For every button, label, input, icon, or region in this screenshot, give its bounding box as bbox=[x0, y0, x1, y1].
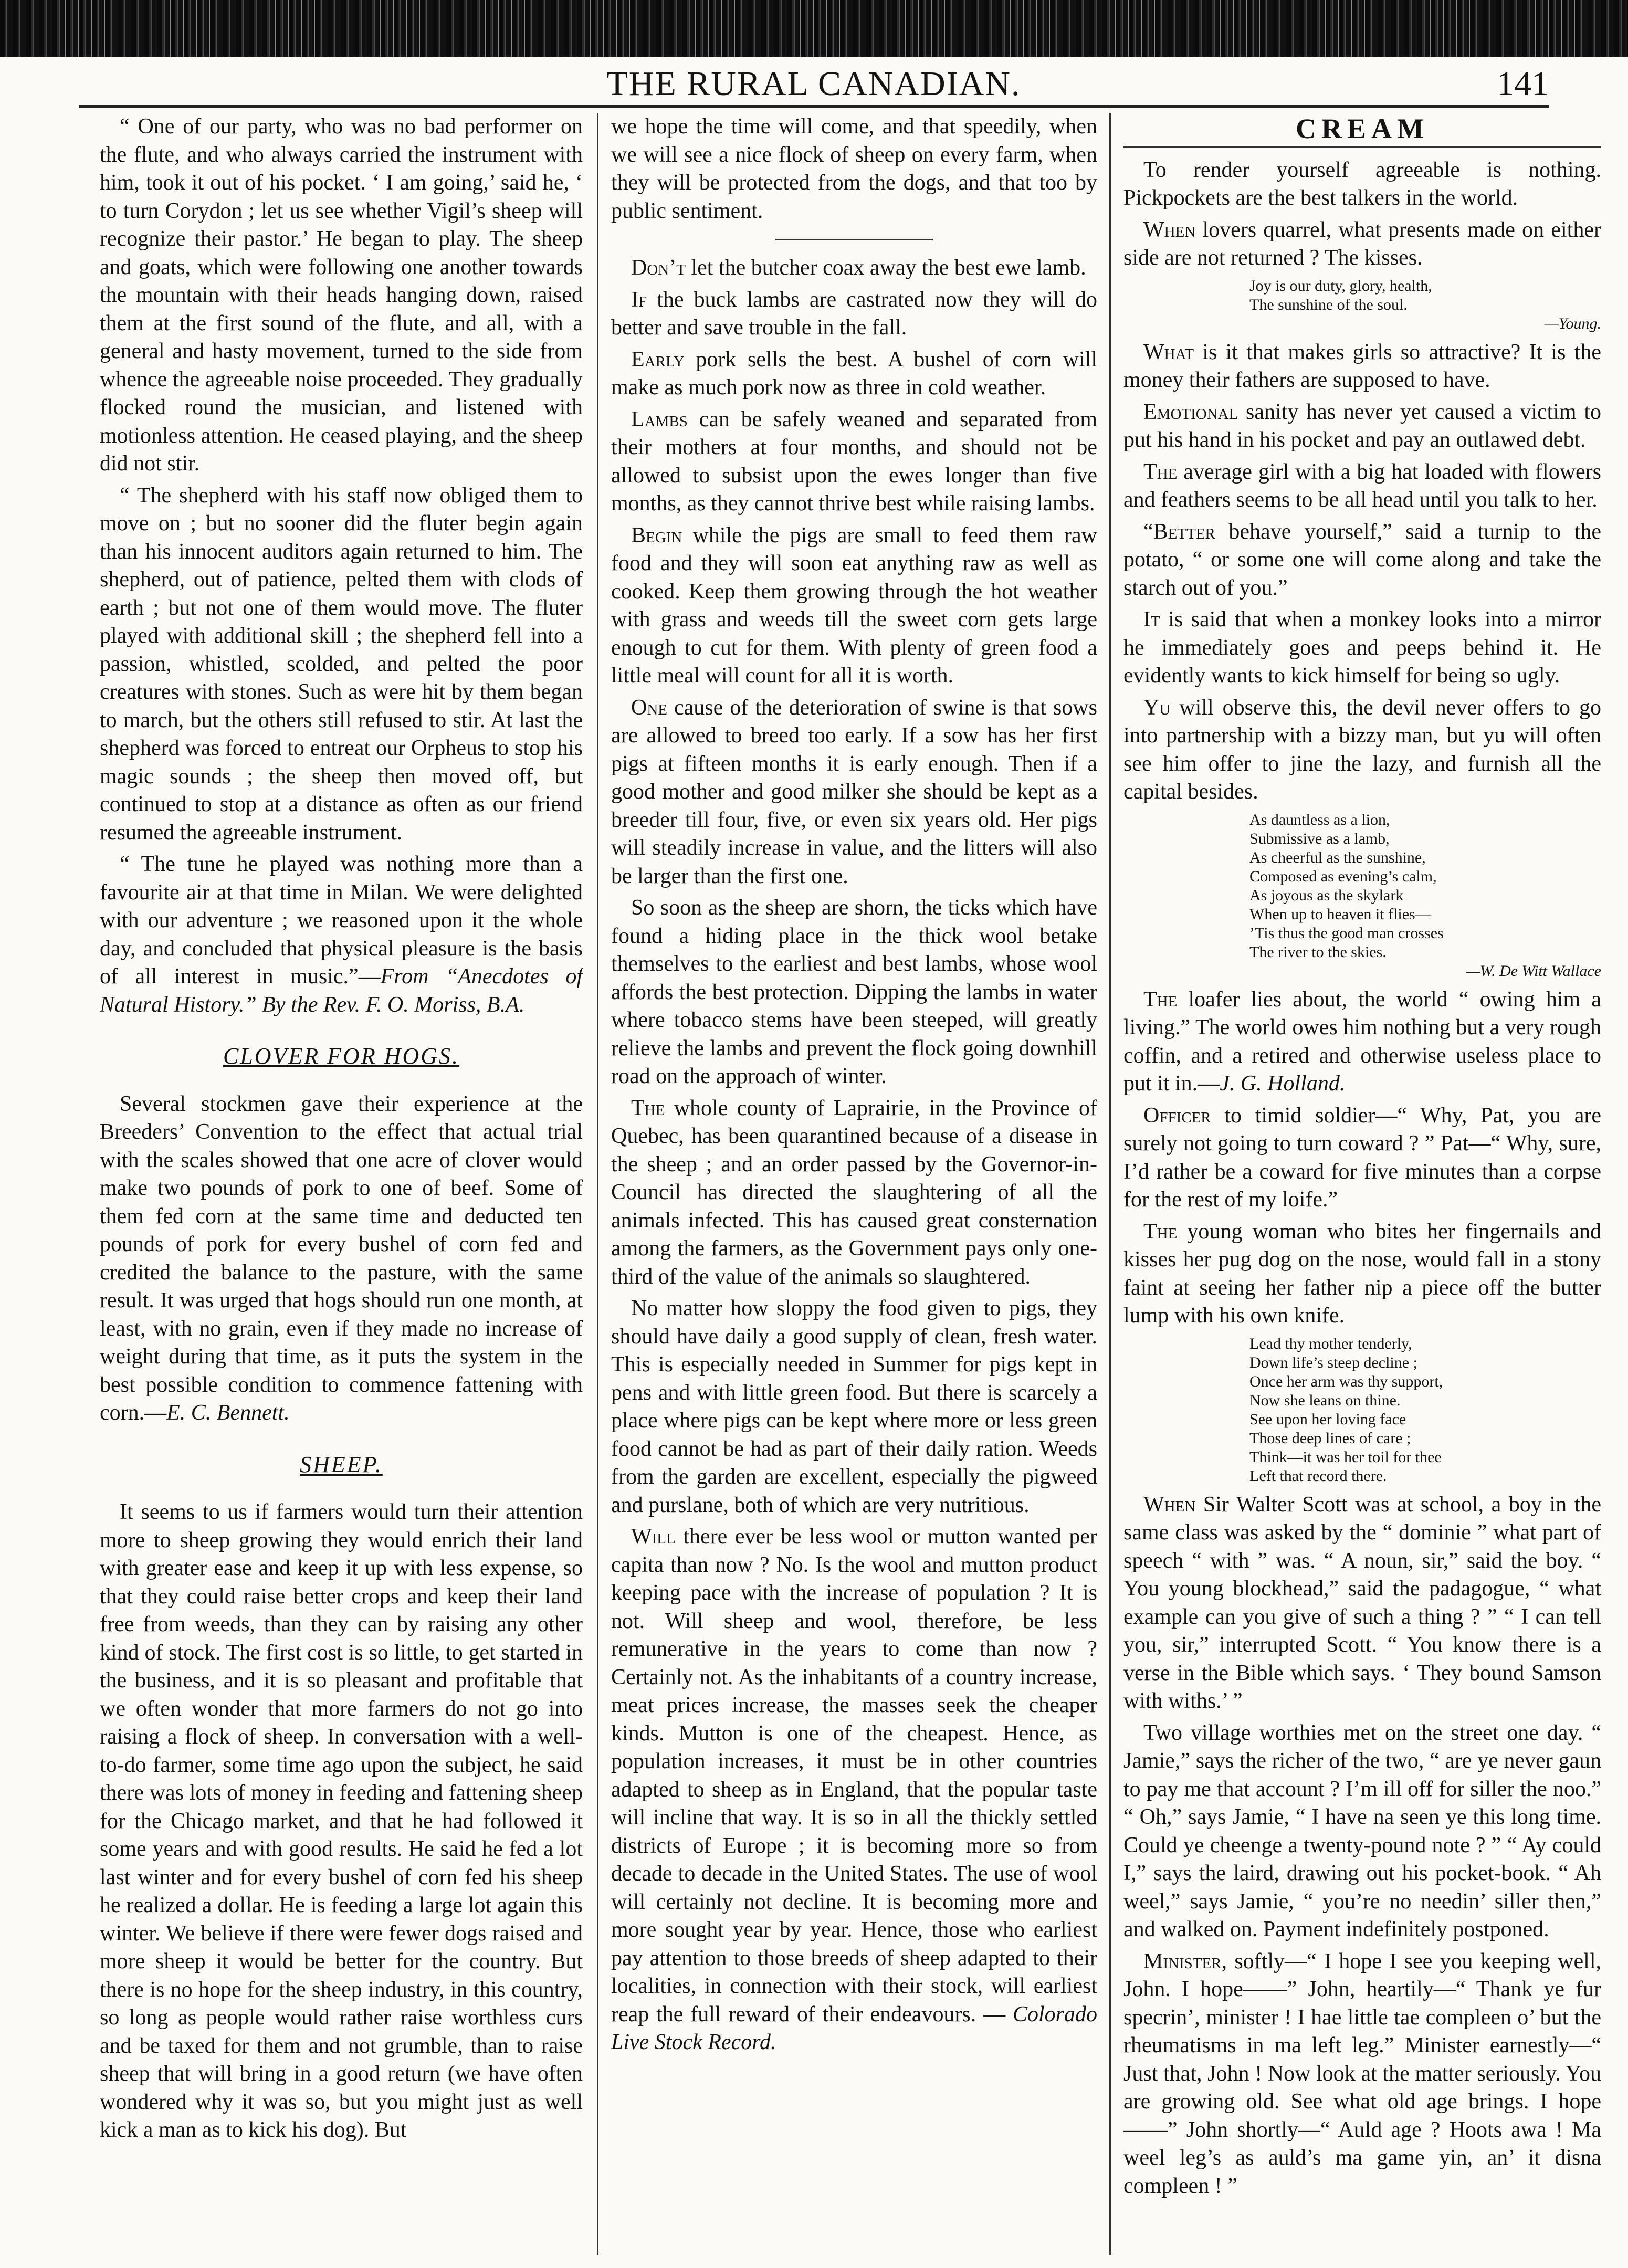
paragraph-text: Several stockmen gave their experience at the Breeders’ Convention to the effect that actual trial with the scales showed that one acre of clover would make two pounds of pork to one of beef. Some of them fed corn at the same time and deducted ten pounds of pork for every bushel of corn fed and credited the balance to the pasture, with the same result. It was urged that hogs should run one month, at least, with no grain, even if they made no increase of weight during that time, as it puts the system in the best possible condition to commence fattening with corn.— bbox=[100, 1091, 583, 1425]
verse-line: As joyous as the skylark bbox=[1249, 886, 1404, 904]
item-paragraph bbox=[611, 346, 1097, 402]
section-heading-sheep: SHEEP. bbox=[300, 1451, 383, 1477]
verse-line: Lead thy mother tenderly, bbox=[1249, 1335, 1412, 1352]
verse-line: The river to the skies. bbox=[1249, 943, 1387, 961]
running-header bbox=[79, 62, 1549, 103]
verse-line: Left that record there. bbox=[1249, 1467, 1387, 1485]
lead-word: When bbox=[1143, 217, 1196, 242]
lead-word: Minister, bbox=[1143, 1949, 1227, 1973]
verse-line: Joy is our duty, glory, health, bbox=[1249, 277, 1432, 295]
verse-line: Those deep lines of care ; bbox=[1249, 1429, 1411, 1447]
verse-line: Once her arm was thy support, bbox=[1249, 1372, 1443, 1390]
column-rule bbox=[1109, 113, 1111, 2255]
paragraph-text: pork sells the best. A bushel of corn will make as much pork now as three in cold weather. bbox=[611, 347, 1097, 400]
joke-paragraph bbox=[1123, 216, 1601, 272]
verse-attribution: —Young. bbox=[1544, 314, 1601, 332]
joke-paragraph bbox=[1123, 1218, 1601, 1330]
paragraph-text: is it that makes girls so attractive? It is the money their fathers are supposed to have. bbox=[1123, 340, 1601, 392]
paragraph-text: will observe this, the devil never offers to go into partnership with a bizzy man, but yu will often see him offer to jine the lazy, and furnish all the capital besides. bbox=[1123, 695, 1601, 804]
lead-word: The bbox=[1143, 1219, 1178, 1244]
source-credit: Colorado Live Stock Record. bbox=[611, 2002, 1097, 2054]
verse-line: Think—it was her toil for thee bbox=[1249, 1448, 1442, 1466]
lead-word: Early bbox=[631, 347, 685, 372]
joke-paragraph: Two village worthies met on the street one day. “ Jamie,” says the richer of the two, “ are ye never gaun to pay me that account ? I’m ill off for siller the noo.” “ Oh,” says Jamie, “ I have na seen ye this long time. Could ye cheenge a twenty-pound note ? ” “ Ay could I,” says the laird, drawing out his pocket-book. “ Ah weel,” says Jamie, “ you’re no needin’ siller then,” and walked on. Payment indefinitely postponed. bbox=[1123, 1720, 1601, 1941]
paragraph-text: cause of the deterioration of swine is that sows are allowed to breed too early. If a sow has her first pigs at fifteen months it is early enough. Then if a good mother and good milker she should be kept as a breeder till four, five, or even six years old. Her pigs will steadily increase in value, and the litters will also be larger than the first one. bbox=[611, 695, 1097, 888]
lead-word: The bbox=[1143, 459, 1178, 484]
source-credit: From “Anecdotes of Natural History.” By the Rev. F. O. Moriss, B.A. bbox=[100, 964, 583, 1017]
item-paragraph: So soon as the sheep are shorn, the ticks which have found a hiding place in the thick wool betake themselves to the earliest and best lambs, whose wool affords the best protection. Dipping the lambs in water where tobacco stems have been steeped, will greatly relieve the lambs and prevent the flock going downhill road on the approach of winter. bbox=[611, 896, 1097, 1088]
paragraph-text: behave yourself,” said a turnip to the potato, “ or some one will come along and take the starch out of you.” bbox=[1123, 519, 1601, 600]
paragraph-text: there ever be less wool or mutton wanted per capita than now ? No. Is the wool and mutton product keeping pace with the increase of population ? It is not. Will sheep and wool, therefore, be less remunerative in the years to come than now ? Certainly not. As the inhabitants of a country increase, meat prices increase, the masses seek the cheaper kinds. Mutton is one of the cheapest. Hence, as population increases, it must be in other countries adapted to sheep as in England, that the popular taste will incline that way. It is so in all the thickly settled districts of Europe ; it is becoming more so from decade to decade in the United States. The use of wool will certainly not decline. It is becoming more and more sought year by year. Hence, those who earliest pay attention to those breeds of sheep adapted to their localities, in connection with their stock, will earliest reap the full reward of their endeavours. — bbox=[611, 1525, 1097, 2026]
paragraph-text: while the pigs are small to feed them raw food and they will soon eat anything raw as well as cooked. Keep them growing through the hot weather with grass and weeds till the sweet corn gets large enough to cut for them. With plenty of green food a little meal will count for all it is worth. bbox=[611, 523, 1097, 688]
joke-paragraph bbox=[1123, 986, 1601, 1098]
lead-word: It bbox=[1143, 607, 1160, 632]
paragraph-text: lovers quarrel, what presents made on either side are not returned ? The kisses. bbox=[1123, 217, 1601, 270]
joke-paragraph bbox=[1123, 339, 1601, 395]
lead-word: Lambs bbox=[631, 407, 688, 432]
verse-block bbox=[1123, 811, 1601, 981]
verse-line: The sunshine of the soul. bbox=[1249, 296, 1408, 313]
paragraph-text: Sir Walter Scott was at school, a boy in the same class was asked by the “ dominie ” what part of speech “ with ” was. “ A noun, sir,” said the boy. “ You young blockhead,” said the padagogue, “ what example can you give of such a thing ? ” “ I can tell you, sir,” interrupted Scott. “ You know there is a verse in the Bible which says. ‘ They bound Samson with withs.’ ” bbox=[1123, 1492, 1601, 1713]
verse-line: When up to heaven it flies— bbox=[1249, 905, 1431, 923]
lead-word: One bbox=[631, 695, 667, 720]
lead-word: Begin bbox=[631, 523, 682, 548]
item-paragraph bbox=[611, 254, 1097, 282]
lead-word: When bbox=[1143, 1492, 1196, 1517]
verse-line: ’Tis thus the good man crosses bbox=[1249, 924, 1444, 942]
source-credit: E. C. Bennett. bbox=[166, 1401, 290, 1425]
verse-block bbox=[1123, 1335, 1601, 1486]
joke-paragraph bbox=[1123, 518, 1601, 603]
item-paragraph bbox=[611, 1523, 1097, 2057]
article-paragraph: It seems to us if farmers would turn their attention more to sheep growing they would enrich their land with greater ease and keep it up with less expense, so that they could raise better crops and keep their land free from weeds, than they can by raising any other kind of stock. The first cost is so little, to get started in the business, and it is so pleasant and profitable that we often wonder that more farmers do not go into raising a flock of sheep. In conversation with a well-to-do farmer, some time ago upon the subject, he said there was lots of money in feeding and fattening sheep for the Chicago market, and that he had followed it some years and with good results. He said he fed a lot last winter and for every bushel of corn fed his sheep he realized a dollar. He is feeding a large lot again this winter. We believe if there were fewer dogs raised and more sheep it would be better for the country. But there is no hope for the sheep industry, in this country, so long as people would rather raise worthless curs and be taxed for them and not grumble, than to raise sheep that will bring in a good return (we have often wondered why it was so, but you might just as well kick a man as to kick his dog). But bbox=[100, 1500, 583, 2142]
joke-paragraph bbox=[1123, 1491, 1601, 1716]
lead-word: Will bbox=[631, 1525, 676, 1549]
joke-paragraph bbox=[1123, 694, 1601, 806]
paragraph-text: let the butcher coax away the best ewe lamb. bbox=[685, 256, 1086, 280]
item-paragraph bbox=[611, 406, 1097, 518]
paragraph-text: the buck lambs are castrated now they will do better and save trouble in the fall. bbox=[611, 287, 1097, 340]
item-paragraph bbox=[611, 694, 1097, 891]
item-paragraph bbox=[611, 522, 1097, 690]
joke-paragraph bbox=[1123, 606, 1601, 690]
item-paragraph bbox=[611, 1095, 1097, 1292]
scan-edge-band bbox=[0, 0, 1628, 57]
header-rule bbox=[79, 105, 1549, 108]
lead-word: What bbox=[1143, 340, 1194, 364]
paragraph-text: “ The tune he played was nothing more than a favourite air at that time in Milan. We were delighted with our adventure ; we reasoned upon it the whole day, and concluded that physical pleasure is the basis of all interest in music.”— bbox=[100, 852, 583, 989]
verse-line: See upon her loving face bbox=[1249, 1410, 1406, 1428]
item-paragraph: No matter how sloppy the food given to pigs, they should have daily a good supply of clean, fresh water. This is especially needed in Summer for pigs kept in pens and with little green food. But there is scarcely a place where pigs can be kept where more or less green food cannot be had as part of their daily ration. Weeds from the garden are excellent, especially the pigweed and purslane, both of which are very nutritious. bbox=[611, 1296, 1097, 1517]
paragraph-text: is said that when a monkey looks into a mirror he immediately goes and peeps behind it. He evidently wants to kick himself for being so ugly. bbox=[1123, 607, 1601, 688]
paragraph-text: average girl with a big hat loaded with flowers and feathers seems to be all head until you talk to her. bbox=[1123, 459, 1601, 512]
section-heading-cream: CREAM bbox=[1123, 115, 1601, 148]
article-paragraph: “ One of our party, who was no bad performer on the flute, and who always carried the instrument with him, took it out of his pocket. ‘ I am going,’ said he, ‘ to turn Corydon ; let us see whether Vigil’s sheep will recognize their pastor.’ He began to play. The sheep and goats, which were following one another towards the mountain with their heads hanging down, raised them at the first sound of the flute, and all, with a general and hasty movement, turned to the side from whence the agreeable noise proceeded. They gradually flocked round the musician, and listened with motionless attention. He ceased playing, and the sheep did not stir. bbox=[100, 114, 583, 476]
verse-block bbox=[1123, 277, 1601, 333]
column-rule bbox=[597, 113, 598, 2255]
joke-paragraph bbox=[1123, 1948, 1601, 2201]
joke-paragraph bbox=[1123, 458, 1601, 514]
paragraph-text: can be safely weaned and separated from their mothers at four months, and should not be allowed to subsist upon the ewes longer than five months, as they cannot thrive best while raising lambs. bbox=[611, 407, 1097, 516]
verse-line: Composed as evening’s calm, bbox=[1249, 867, 1437, 885]
joke-paragraph bbox=[1123, 1102, 1601, 1214]
source-credit: J. G. Holland. bbox=[1220, 1072, 1346, 1096]
page-number: 141 bbox=[1497, 65, 1549, 103]
column-middle bbox=[611, 113, 1097, 2255]
lead-word: Emotional bbox=[1143, 400, 1238, 424]
column-left bbox=[100, 113, 583, 2255]
separator-rule bbox=[775, 239, 933, 240]
paragraph-text: young woman who bites her fingernails and kisses her pug dog on the nose, would fall in a stony faint at seeing her father nip a piece off the butter lump with his own knife. bbox=[1123, 1219, 1601, 1328]
paragraph-text: to timid soldier—“ Why, Pat, you are surely not going to turn coward ? ” Pat—“ Why, sure, I’d rather be a coward for five minutes than a corpse for the rest of my loife.” bbox=[1123, 1103, 1601, 1212]
item-paragraph bbox=[611, 286, 1097, 342]
verse-line: As dauntless as a lion, bbox=[1249, 811, 1390, 828]
joke-paragraph bbox=[1123, 398, 1601, 455]
lead-word: The bbox=[1143, 987, 1178, 1012]
paragraph-text: softly—“ I hope I see you keeping well, John. I hope——” John, heartily—“ Thank ye fur specrin’, minister ! I hae little tae compleen o’ but the rheumatisms in ma left leg.” Minister earnestly—“ Just that, John ! Now look at the matter seriously. You are growing old. See what old age brings. I hope——” John shortly—“ Auld age ? Hoots awa ! Ma weel leg’s as auld’s ma game yin, an’ it disna compleen ! ” bbox=[1123, 1949, 1601, 2198]
paragraph-text: sanity has never yet caused a victim to put his hand in his pocket and pay an outlawed debt. bbox=[1123, 400, 1601, 452]
lead-word: If bbox=[631, 287, 647, 312]
article-paragraph bbox=[100, 850, 583, 1019]
article-paragraph: “ The shepherd with his staff now obliged them to move on ; but no sooner did the fluter begin again than his innocent auditors again returned to him. The shepherd, out of patience, pelted them with clods of earth ; but not one of them would move. The fluter played with additional skill ; the shepherd fell into a passion, whistled, scolded, and pelted the poor creatures with stones. Such as were hit by them began to march, but the others still refused to stir. At last the shepherd was forced to entreat our Orpheus to stop his magic sounds ; the sheep then moved off, but continued to stop at a distance as often as our friend resumed the agreeable instrument. bbox=[100, 483, 583, 845]
paragraph-text: whole county of Laprairie, in the Province of Quebec, has been quarantined because of a disease in the sheep ; and an order passed by the Governor-in-Council has directed the slaughtering of all the animals infected. This has caused great consternation among the farmers, as the Government pays only one-third of the value of the animals so slaughtered. bbox=[611, 1096, 1097, 1289]
lead-word: Yu bbox=[1143, 695, 1171, 720]
verse-line: As cheerful as the sunshine, bbox=[1249, 848, 1426, 866]
verse-line: Down life’s steep decline ; bbox=[1249, 1353, 1417, 1371]
lead-word: Officer bbox=[1143, 1103, 1211, 1128]
verse-line: Submissive as a lamb, bbox=[1249, 830, 1390, 847]
lead-word: Don’t bbox=[631, 256, 686, 280]
paragraph-text: loafer lies about, the world “ owing him a living.” The world owes him nothing but a very rough coffin, and a retired and otherwise useless place to put it in.— bbox=[1123, 987, 1601, 1096]
article-paragraph: we hope the time will come, and that speedily, when we will see a nice flock of sheep on every farm, when they will be protected from the dogs, and that too by public sentiment. bbox=[611, 114, 1097, 223]
column-right bbox=[1123, 113, 1601, 2255]
lead-word: “Better bbox=[1143, 519, 1215, 544]
joke-paragraph: To render yourself agreeable is nothing. Pickpockets are the best talkers in the world. bbox=[1123, 158, 1601, 210]
lead-word: The bbox=[631, 1096, 665, 1120]
article-paragraph bbox=[100, 1090, 583, 1427]
section-heading-clover: CLOVER FOR HOGS. bbox=[223, 1043, 460, 1069]
verse-attribution: —W. De Witt Wallace bbox=[1466, 962, 1601, 980]
verse-line: Now she leans on thine. bbox=[1249, 1391, 1401, 1409]
publication-title: THE RURAL CANADIAN. bbox=[606, 65, 1021, 103]
